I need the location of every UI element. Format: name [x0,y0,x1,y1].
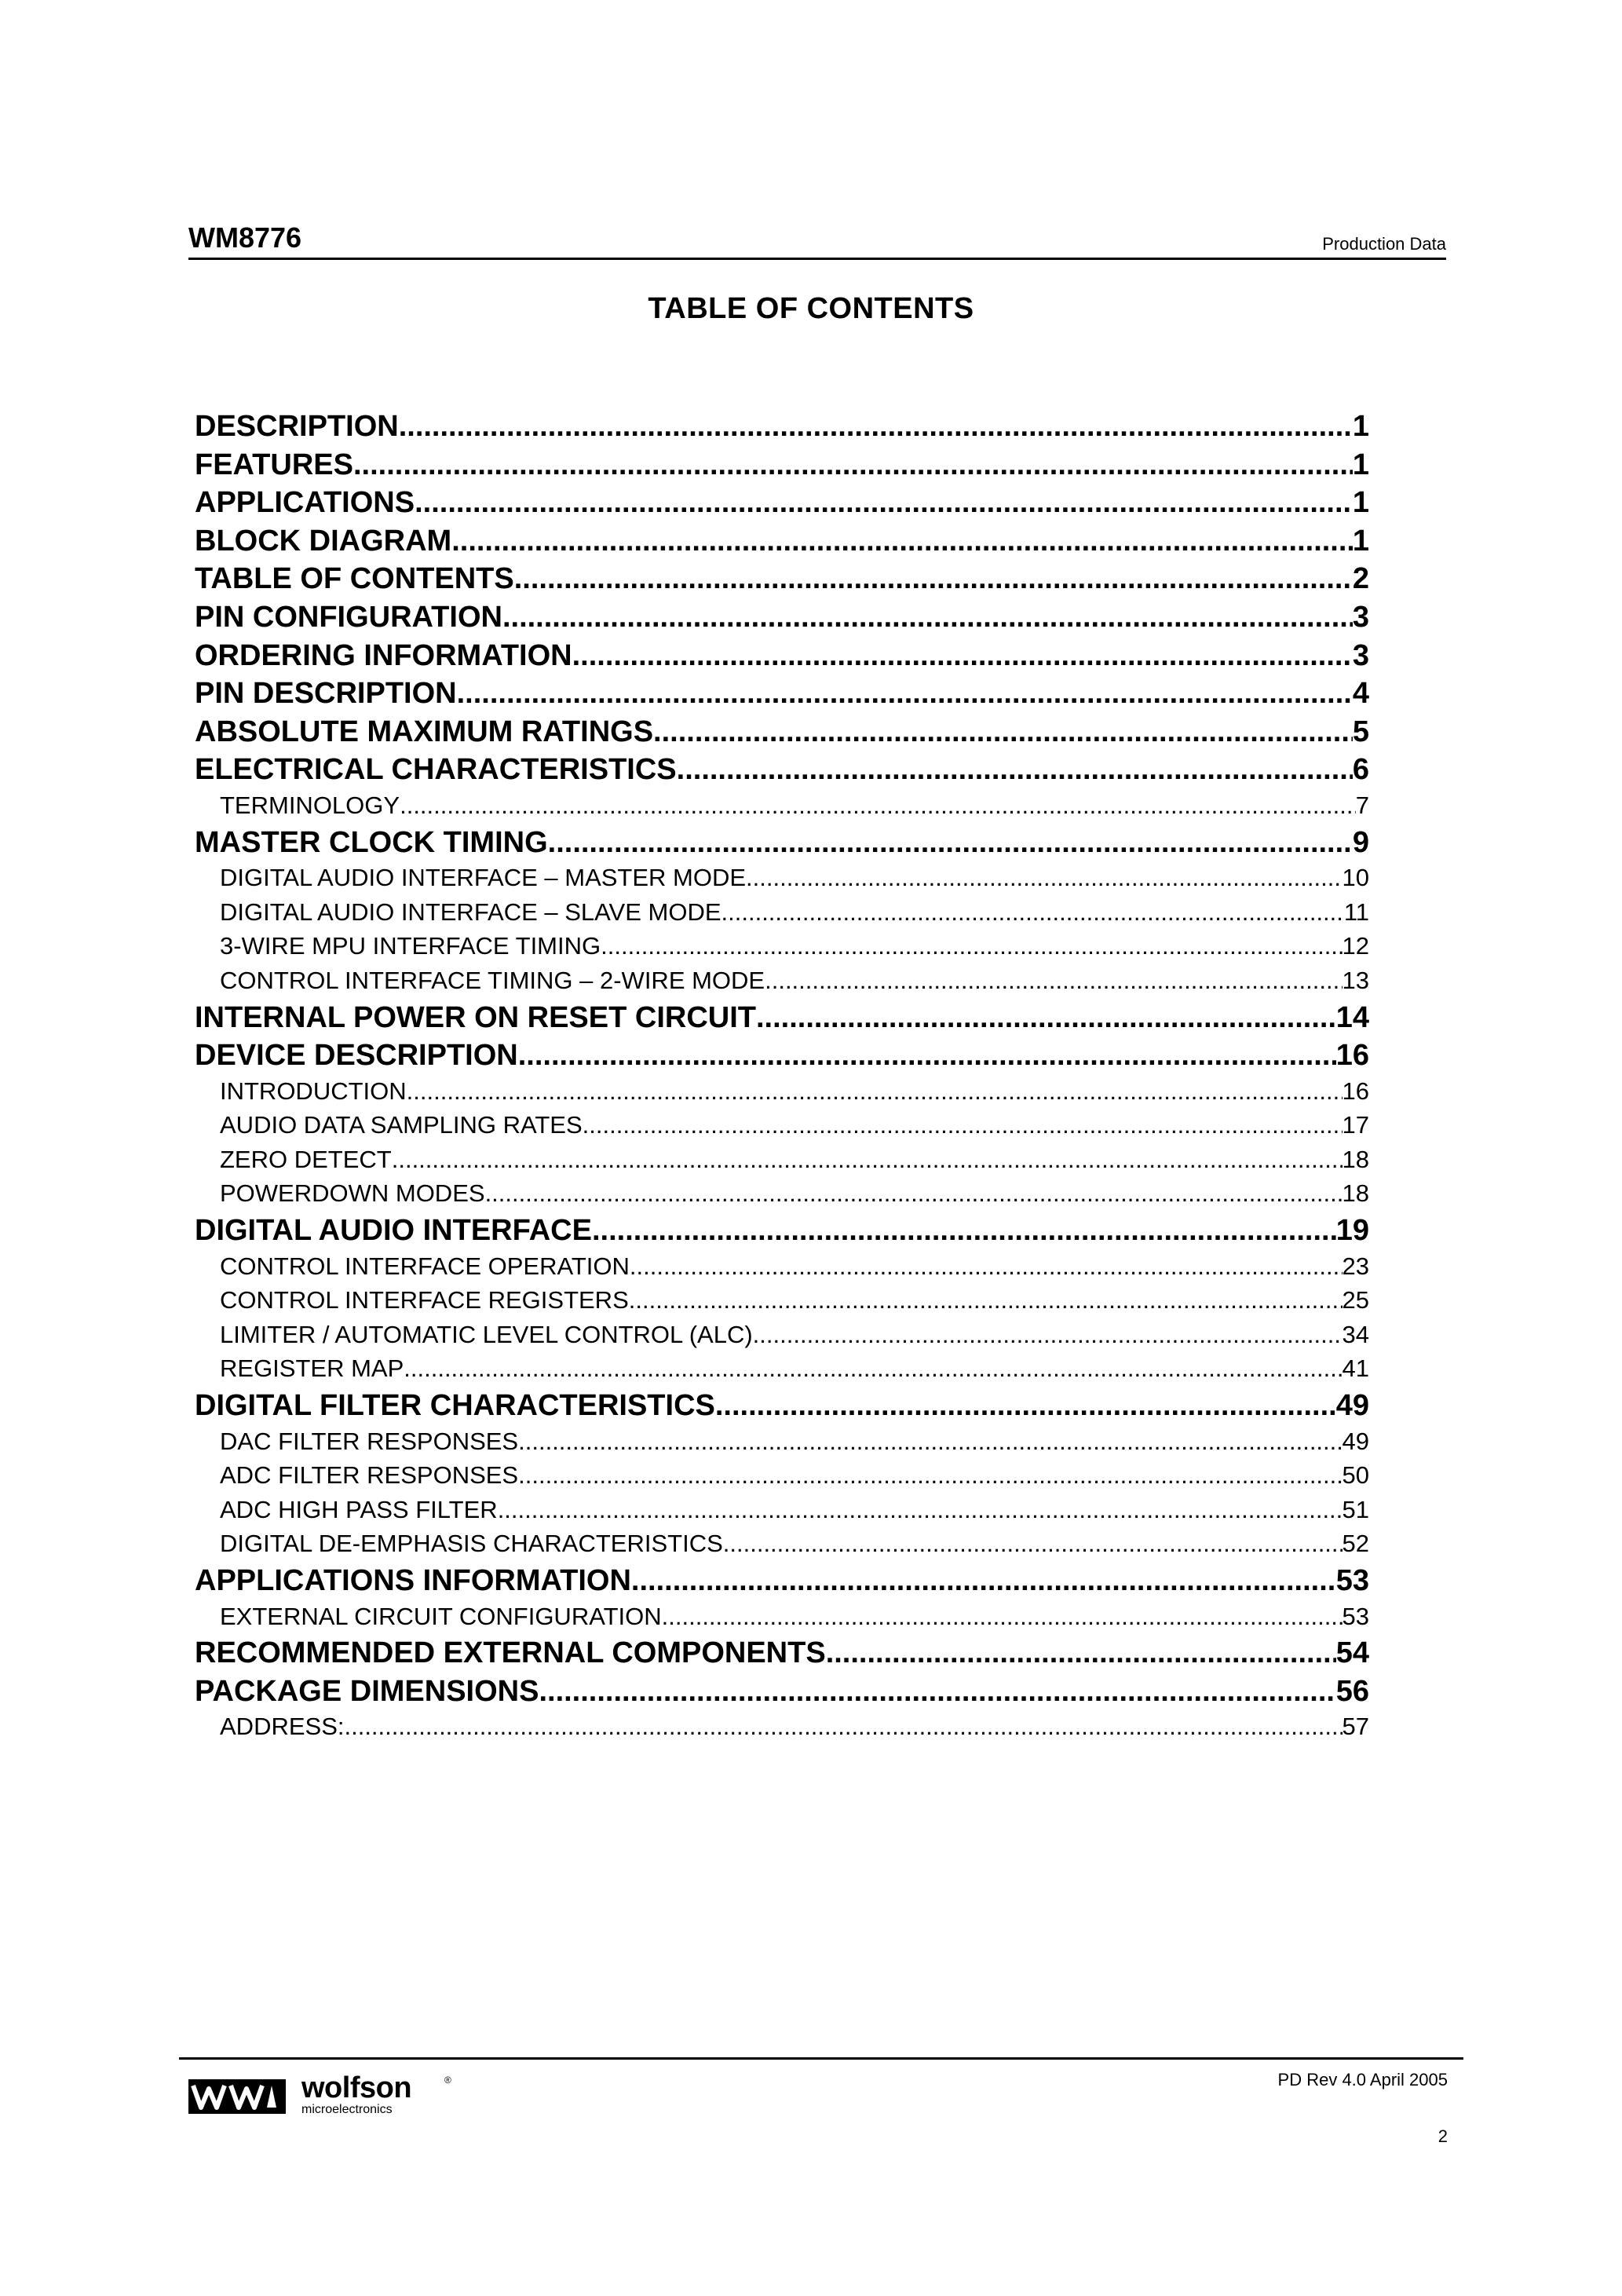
toc-entry-label: DIGITAL AUDIO INTERFACE [195,1214,592,1248]
toc-entry[interactable] [195,932,1369,967]
toc-entry[interactable] [195,1146,1369,1180]
toc-entry-label: DIGITAL FILTER CHARACTERISTICS [195,1389,715,1423]
toc-entry-page: 5 [1352,715,1369,748]
toc-dot-leader [514,562,1353,596]
toc-entry-label: EXTERNAL CIRCUIT CONFIGURATION [220,1602,662,1630]
toc-entry[interactable] [195,1603,1369,1637]
toc-entry-label: ABSOLUTE MAXIMUM RATINGS [195,715,654,748]
toc-entry-page: 13 [1342,966,1369,994]
toc-entry-page: 51 [1342,1495,1369,1523]
toc-entry[interactable] [195,525,1369,563]
toc-entry-page: 41 [1342,1355,1369,1383]
toc-dot-leader [344,1713,1342,1741]
toc-dot-leader [498,1496,1343,1524]
toc-dot-leader [457,677,1353,711]
toc-dot-leader [404,1355,1342,1383]
toc-dot-leader [518,1039,1336,1073]
toc-entry-label: AUDIO DATA SAMPLING RATES [220,1111,583,1139]
toc-entry-label: CONTROL INTERFACE TIMING – 2-WIRE MODE [220,966,765,994]
toc-entry-page: 1 [1352,486,1369,520]
toc-entry[interactable] [195,826,1369,865]
toc-entry[interactable] [195,864,1369,898]
wolfson-logo [188,2071,502,2120]
brand-tagline: microelectronics [301,2103,393,2116]
toc-entry-page: 54 [1335,1636,1369,1670]
toc-entry-page: 16 [1342,1077,1369,1105]
toc-dot-leader [518,1428,1342,1456]
toc-dot-leader [715,1389,1336,1423]
toc-entry-label: LIMITER / AUTOMATIC LEVEL CONTROL (ALC) [220,1320,753,1348]
toc-entry-label: ZERO DETECT [220,1145,392,1173]
toc-dot-leader [399,410,1353,444]
toc-entry[interactable] [195,1321,1369,1355]
toc-entry-page: 9 [1352,825,1369,859]
toc-entry-label: INTERNAL POWER ON RESET CIRCUIT [195,1000,756,1034]
toc-entry[interactable] [195,1461,1369,1496]
toc-dot-leader [630,1252,1343,1281]
toc-entry-label: ADC FILTER RESPONSES [220,1461,519,1490]
toc-entry-page: 52 [1342,1530,1369,1558]
toc-entry-label: RECOMMENDED EXTERNAL COMPONENTS [195,1636,826,1670]
page-title: TABLE OF CONTENTS [648,292,974,325]
toc-dot-leader [746,864,1342,892]
toc-dot-leader [407,1077,1343,1106]
toc-dot-leader [415,486,1353,520]
toc-entry-page: 12 [1342,932,1369,960]
toc-entry-page: 49 [1335,1389,1369,1423]
toc-entry[interactable] [195,601,1369,639]
toc-entry-label: TERMINOLOGY [220,791,400,819]
toc-entry[interactable] [195,1428,1369,1462]
toc-entry[interactable] [195,715,1369,754]
toc-dot-leader [662,1603,1343,1631]
page-header [188,218,1446,260]
toc-entry-label: ADDRESS: [220,1713,345,1741]
toc-entry[interactable] [195,562,1369,601]
toc-dot-leader [653,715,1353,749]
toc-entry-label: MASTER CLOCK TIMING [195,825,548,859]
toc-entry-label: DIGITAL AUDIO INTERFACE – MASTER MODE [220,864,747,892]
toc-dot-leader [572,639,1353,673]
toc-entry[interactable] [195,1077,1369,1112]
toc-entry-page: 3 [1352,638,1369,672]
document-status: Production Data [1322,234,1446,254]
toc-entry[interactable] [195,410,1369,448]
toc-entry[interactable] [195,898,1369,933]
toc-entry[interactable] [195,1530,1369,1564]
toc-entry[interactable] [195,1636,1369,1675]
toc-entry[interactable] [195,1355,1369,1389]
toc-entry-label: TABLE OF CONTENTS [195,562,514,596]
toc-entry-page: 34 [1342,1320,1369,1348]
toc-dot-leader [765,967,1342,995]
toc-entry-page: 53 [1335,1564,1369,1597]
toc-entry-label: 3-WIRE MPU INTERFACE TIMING [220,932,601,960]
toc-entry[interactable] [195,792,1369,826]
toc-entry-page: 10 [1342,864,1369,892]
toc-entry-label: DAC FILTER RESPONSES [220,1427,519,1455]
toc-entry-page: 17 [1342,1111,1369,1139]
toc-entry-label: ORDERING INFORMATION [195,638,572,672]
toc-entry-page: 1 [1352,410,1369,443]
toc-entry-page: 25 [1342,1286,1369,1314]
toc-dot-leader [485,1179,1343,1208]
toc-entry[interactable] [195,1389,1369,1428]
toc-entry[interactable] [195,1252,1369,1287]
toc-entry-label: PIN CONFIGURATION [195,600,502,634]
registered-mark-icon: ® [444,2075,451,2086]
toc-dot-leader [677,753,1353,787]
toc-dot-leader [753,1321,1343,1349]
toc-entry-page: 1 [1352,524,1369,558]
toc-entry[interactable] [195,1496,1369,1530]
toc-entry-label: POWERDOWN MODES [220,1179,485,1208]
toc-dot-leader [826,1636,1336,1670]
toc-entry[interactable] [195,1713,1369,1747]
toc-entry-page: 4 [1352,677,1369,711]
toc-dot-leader [353,448,1353,482]
toc-dot-leader [601,932,1342,960]
toc-entry-page: 7 [1355,791,1369,819]
toc-entry-label: APPLICATIONS [195,486,415,520]
toc-entry-label: FEATURES [195,448,353,481]
toc-entry[interactable] [195,967,1369,1001]
toc-entry-page: 19 [1335,1214,1369,1248]
toc-entry-page: 56 [1335,1674,1369,1708]
toc-entry[interactable] [195,1179,1369,1214]
toc-entry[interactable] [195,1214,1369,1252]
toc-dot-leader [518,1461,1342,1490]
toc-entry-page: 50 [1342,1461,1369,1490]
toc-entry-label: PIN DESCRIPTION [195,677,457,711]
toc-entry-page: 2 [1352,562,1369,596]
toc-dot-leader [629,1286,1343,1314]
toc-entry-page: 3 [1352,600,1369,634]
toc-entry-label: INTRODUCTION [220,1077,407,1105]
toc-entry-label: DIGITAL AUDIO INTERFACE – SLAVE MODE [220,898,721,926]
toc-entry-page: 57 [1342,1713,1369,1741]
table-of-contents [195,410,1369,1747]
toc-dot-leader [721,898,1344,927]
toc-entry[interactable] [195,1675,1369,1713]
toc-entry-label: APPLICATIONS INFORMATION [195,1564,631,1597]
toc-dot-leader [400,792,1356,820]
toc-entry-page: 16 [1335,1039,1369,1073]
toc-dot-leader [756,1001,1336,1035]
toc-dot-leader [631,1564,1336,1598]
toc-entry-label: ELECTRICAL CHARACTERISTICS [195,753,677,787]
toc-entry[interactable] [195,1039,1369,1077]
toc-entry-label: ADC HIGH PASS FILTER [220,1495,498,1523]
footer-divider [179,2057,1463,2060]
toc-entry-page: 14 [1335,1000,1369,1034]
toc-entry-page: 6 [1352,753,1369,787]
toc-entry-label: CONTROL INTERFACE REGISTERS [220,1286,629,1314]
toc-entry-label: CONTROL INTERFACE OPERATION [220,1252,630,1280]
toc-entry-label: PACKAGE DIMENSIONS [195,1674,539,1708]
toc-entry-page: 18 [1342,1179,1369,1208]
toc-entry-page: 1 [1352,448,1369,481]
toc-entry-page: 23 [1342,1252,1369,1280]
toc-entry-label: DESCRIPTION [195,410,399,443]
toc-entry-label: DEVICE DESCRIPTION [195,1039,518,1073]
toc-entry-page: 49 [1342,1427,1369,1455]
page-number: 2 [1438,2126,1448,2146]
revision-info: PD Rev 4.0 April 2005 [1277,2070,1448,2089]
toc-entry[interactable] [195,1111,1369,1146]
toc-dot-leader [723,1530,1343,1558]
toc-entry[interactable] [195,1001,1369,1040]
toc-dot-leader [392,1146,1343,1174]
toc-entry-label: REGISTER MAP [220,1355,404,1383]
toc-entry[interactable] [195,639,1369,678]
toc-entry-page: 18 [1342,1145,1369,1173]
toc-dot-leader [548,826,1353,860]
toc-entry-page: 11 [1343,898,1369,926]
toc-entry[interactable] [195,448,1369,487]
toc-dot-leader [583,1111,1343,1139]
toc-entry-label: DIGITAL DE-EMPHASIS CHARACTERISTICS [220,1530,723,1558]
toc-entry[interactable] [195,486,1369,525]
brand-name: wolfson [301,2071,412,2104]
toc-entry[interactable] [195,753,1369,792]
toc-entry-label: BLOCK DIAGRAM [195,524,452,558]
toc-entry[interactable] [195,1564,1369,1603]
toc-entry[interactable] [195,1286,1369,1321]
toc-dot-leader [451,525,1353,558]
toc-entry-page: 53 [1342,1602,1369,1630]
wolfson-logo-icon [188,2079,286,2114]
part-number: WM8776 [188,221,302,254]
toc-entry[interactable] [195,677,1369,715]
toc-dot-leader [502,601,1353,634]
toc-dot-leader [539,1675,1335,1709]
toc-dot-leader [592,1214,1336,1248]
